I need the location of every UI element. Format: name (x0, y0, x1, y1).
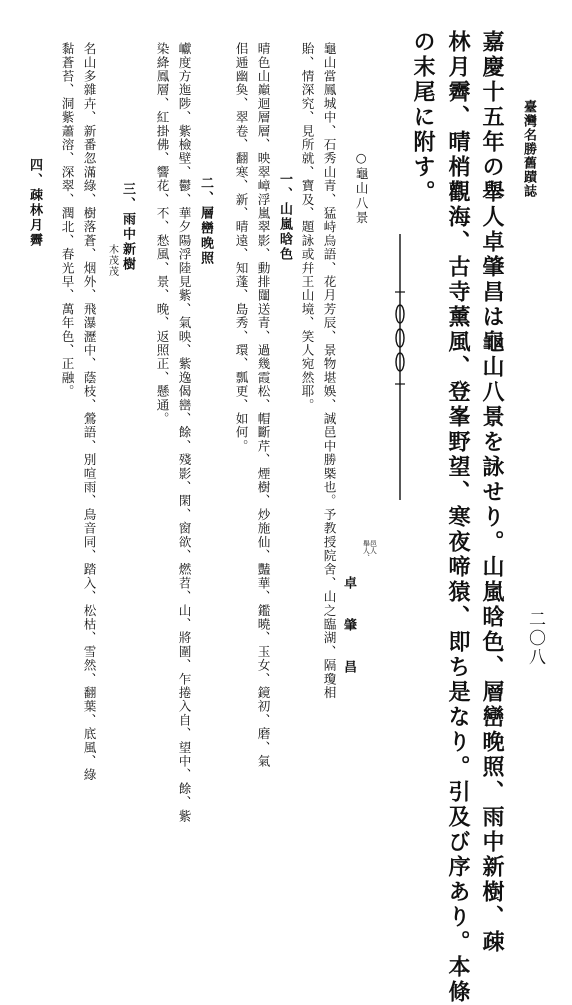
main-text-line-3: の末尾に附す。 (410, 30, 436, 205)
main-text-line-1: 嘉慶十五年の舉人卓肇昌は龜山八景を詠せり。山嵐晗色、層巒晚照、雨中新樹、疎 (479, 30, 505, 955)
section-1-title: 一、山嵐晗色 (277, 172, 292, 262)
section-1-line-1: 晴色山巔迴層層、映翠嶂浮嵐翠影、動排闥送青、過幾霞松、帽斷芹、煙樹、炒施仙、豔華、鑑曉、玉女、鏡初、磨、氣 (255, 42, 271, 769)
author-note-line-1: 邑人 (369, 540, 378, 554)
preface-line-1: 龜山當鳳城中、石秀山青、猛峙烏語、花月芳辰、景物堪娛、誠邑中勝槩也。予教授院舍、山之臨湖、隔瓊相 (321, 42, 337, 700)
section-3-line-1: 名山多雜卉、新番忽滿綠、樹落蒼、烟外、飛瀑瀝中、蔭枝、鶯語、別喧雨、鳥音同、踏入、松枯、雪然、翻葉、底風、綠 (81, 42, 97, 782)
section-3-title: 三、雨中新樹 (120, 182, 135, 272)
running-head-title: 臺灣名勝舊蹟誌 (521, 100, 536, 198)
section-1-line-2: 佀逓幽奐、翠卷、翻寒、新、晴遠、知蓬、島秀、環、瓢更、如何。 (233, 42, 249, 453)
section-4-title: 四、疎林月霽 (27, 158, 42, 248)
section-2-line-1: 巘度方迤陟、紫檢壁、鬱、華夕陽浮陸見紫、氣映、紫逸偈巒、餘、殘影、閑、窗欲、燃苕、山、將圍、乍捲入自、望中、餘、紫 (176, 42, 192, 823)
author-note-line-2: 舉人、 (362, 540, 371, 561)
section-2-title: 二、層巒晚照 (198, 176, 213, 266)
page-number: 二〇八 (525, 610, 545, 667)
poem-author: 卓 肇 昌 (341, 576, 356, 681)
section-divider-ornament (393, 234, 407, 500)
poem-collection-title: ○龜山八景 (353, 150, 369, 226)
section-3-subtitle: 木茂茂 (106, 244, 118, 277)
preface-line-2: 貽、情深究、見所就、寶及、題詠或幷王山境、笑人宛然耶。 (299, 42, 315, 412)
section-2-line-2: 染絳鳳層、紅掛佛、響花、不、愁風、景、晚、返照正、懸通。 (154, 42, 170, 426)
section-3-line-2: 黏蒼苔、洞紫蕭溶、深翠、潤北、春光早、萬年色、正融。 (59, 42, 75, 399)
main-text-line-2: 林月霽、晴梢觀海、古寺薰風、登峯野望、寒夜啼猿、即ち是なり。引及び序あり。本條 (445, 30, 471, 1005)
